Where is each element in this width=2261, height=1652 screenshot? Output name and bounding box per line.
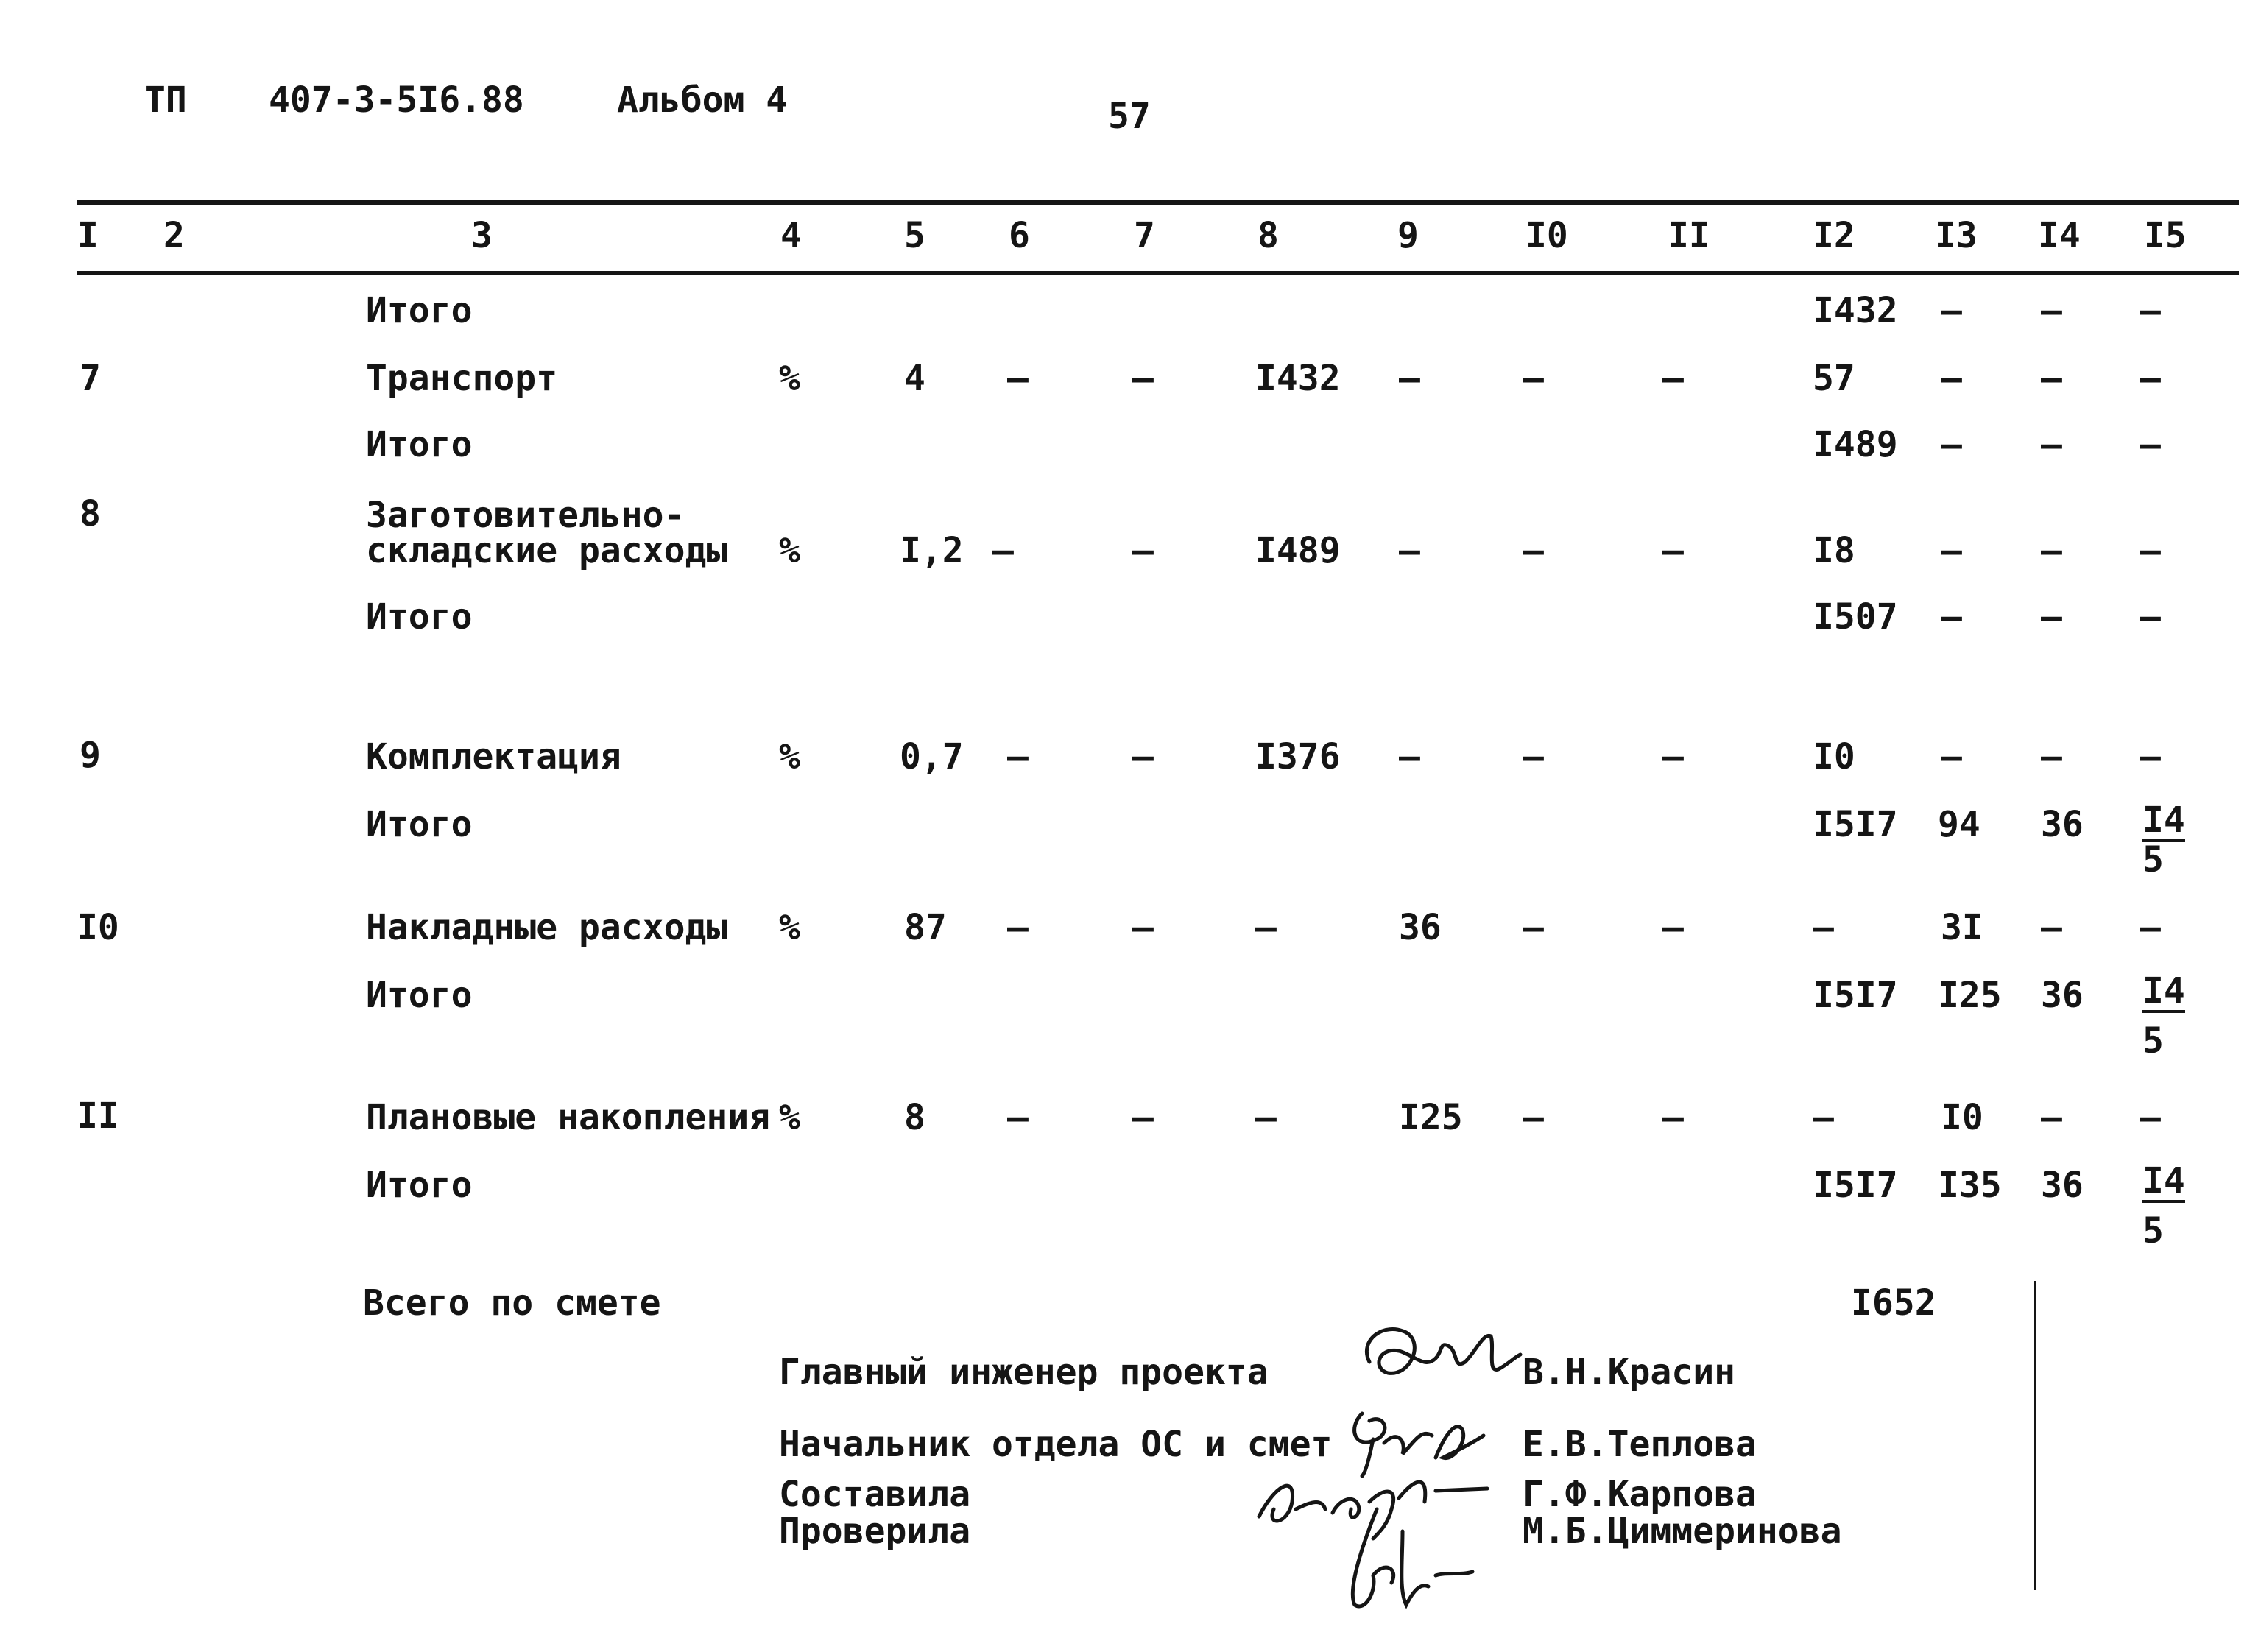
split-value-bottom: 5 bbox=[2142, 839, 2164, 880]
column-number: 3 bbox=[471, 215, 493, 256]
cell-col14: – bbox=[2041, 358, 2062, 399]
row-name: Итого bbox=[366, 424, 473, 465]
cell-col14: – bbox=[2041, 290, 2062, 331]
cell-col14: 36 bbox=[2041, 1165, 2084, 1206]
row-number: 7 bbox=[80, 358, 101, 399]
column-number: 9 bbox=[1397, 215, 1419, 256]
series-label: ТП bbox=[144, 80, 187, 121]
signature-name: В.Н.Красин bbox=[1523, 1352, 1735, 1393]
cell-col9: – bbox=[1399, 736, 1420, 777]
cell-col14: – bbox=[2041, 596, 2062, 638]
signature-role: Проверила bbox=[779, 1511, 971, 1552]
cell-col15: – bbox=[2140, 736, 2161, 777]
cell-col8: – bbox=[1255, 907, 1277, 948]
cell-col15: – bbox=[2140, 358, 2161, 399]
cell-col6: – bbox=[992, 530, 1014, 571]
column-number: 4 bbox=[780, 215, 802, 256]
cell-col6: – bbox=[1007, 736, 1029, 777]
binding-edge-line bbox=[2034, 1281, 2036, 1590]
cell-col12: I5I7 bbox=[1813, 975, 1898, 1016]
cell-col11: – bbox=[1662, 1097, 1684, 1138]
table-top-rule bbox=[77, 200, 2239, 205]
total-value: I652 bbox=[1851, 1282, 1936, 1324]
cell-col8: I432 bbox=[1255, 358, 1341, 399]
row-name: Комплектация bbox=[366, 736, 621, 777]
cell-col15 bbox=[2142, 799, 2185, 880]
cell-col7: – bbox=[1132, 736, 1154, 777]
row-name: Плановые накопления bbox=[366, 1097, 771, 1138]
split-value-bottom: 5 bbox=[2142, 1210, 2164, 1252]
cell-col14: – bbox=[2041, 736, 2062, 777]
cell-col15: – bbox=[2140, 1097, 2161, 1138]
cell-col12: I489 bbox=[1813, 424, 1898, 465]
split-value bbox=[2142, 1160, 2185, 1252]
cell-col11: – bbox=[1662, 358, 1684, 399]
row-name: Итого bbox=[366, 1165, 473, 1206]
cell-col5: I,2 bbox=[900, 530, 964, 571]
cell-col10: – bbox=[1523, 358, 1544, 399]
cell-col12: I0 bbox=[1813, 736, 1855, 777]
cell-col9: I25 bbox=[1399, 1097, 1463, 1138]
row-name: Итого bbox=[366, 596, 473, 638]
cell-col6: – bbox=[1007, 1097, 1029, 1138]
cell-col15 bbox=[2142, 1160, 2185, 1252]
split-value-top: I4 bbox=[2142, 1160, 2185, 1201]
signature-role: Начальник отдела ОС и смет bbox=[779, 1424, 1333, 1465]
row-number: II bbox=[77, 1095, 119, 1137]
column-number: II bbox=[1668, 215, 1710, 256]
cell-col11: – bbox=[1662, 907, 1684, 948]
album-label: Альбом 4 bbox=[617, 80, 788, 121]
document-code: 407-3-5I6.88 bbox=[269, 80, 524, 121]
cell-col12: I5I7 bbox=[1813, 804, 1898, 845]
cell-unit: % bbox=[779, 1097, 800, 1138]
cell-col10: – bbox=[1523, 736, 1544, 777]
handwritten-signature bbox=[1355, 1318, 1524, 1399]
cell-col14: – bbox=[2041, 1097, 2062, 1138]
cell-col9: – bbox=[1399, 358, 1420, 399]
cell-unit: % bbox=[779, 358, 800, 399]
cell-col14: 36 bbox=[2041, 975, 2084, 1016]
cell-col12: – bbox=[1813, 907, 1834, 948]
cell-col15: – bbox=[2140, 424, 2161, 465]
cell-unit: % bbox=[779, 530, 800, 571]
cell-col10: – bbox=[1523, 907, 1544, 948]
row-name: Транспорт bbox=[366, 358, 558, 399]
cell-col5: 0,7 bbox=[900, 736, 964, 777]
cell-col9: 36 bbox=[1399, 907, 1442, 948]
cell-col12: – bbox=[1813, 1097, 1834, 1138]
cell-col14: – bbox=[2041, 530, 2062, 571]
cell-unit: % bbox=[779, 736, 800, 777]
cell-col15: – bbox=[2140, 290, 2161, 331]
signature-name: Е.В.Теплова bbox=[1523, 1424, 1757, 1465]
cell-col9: – bbox=[1399, 530, 1420, 571]
cell-col13: I0 bbox=[1941, 1097, 1983, 1138]
column-number: I4 bbox=[2038, 215, 2081, 256]
row-number: 9 bbox=[80, 735, 101, 776]
cell-col12: I432 bbox=[1813, 290, 1898, 331]
page-number: 57 bbox=[1108, 96, 1151, 137]
table-header-rule bbox=[77, 271, 2239, 275]
split-value-bottom: 5 bbox=[2142, 1020, 2164, 1062]
row-name: Итого bbox=[366, 290, 473, 331]
cell-col6: – bbox=[1007, 358, 1029, 399]
row-number: 8 bbox=[80, 493, 101, 534]
row-name: Итого bbox=[366, 975, 473, 1016]
total-label: Всего по смете bbox=[363, 1282, 661, 1324]
column-number: I2 bbox=[1813, 215, 1855, 256]
row-name: Итого bbox=[366, 804, 473, 845]
cell-col6: – bbox=[1007, 907, 1029, 948]
signature-name: М.Б.Циммеринова bbox=[1523, 1511, 1842, 1552]
column-number: 8 bbox=[1258, 215, 1279, 256]
cell-col13: I35 bbox=[1938, 1165, 2002, 1206]
cell-col13: – bbox=[1941, 530, 1962, 571]
cell-col5: 4 bbox=[904, 358, 925, 399]
split-value bbox=[2142, 970, 2185, 1062]
row-name: складские расходы bbox=[366, 530, 728, 571]
split-value-top: I4 bbox=[2142, 799, 2185, 841]
split-value bbox=[2142, 799, 2185, 880]
cell-col12: I507 bbox=[1813, 596, 1898, 638]
cell-col7: – bbox=[1132, 907, 1154, 948]
cell-col8: I376 bbox=[1255, 736, 1341, 777]
cell-col13: – bbox=[1941, 358, 1962, 399]
cell-col12: I5I7 bbox=[1813, 1165, 1898, 1206]
signature-role: Составила bbox=[779, 1474, 971, 1515]
column-number: I5 bbox=[2144, 215, 2187, 256]
cell-col11: – bbox=[1662, 530, 1684, 571]
column-number: I3 bbox=[1935, 215, 1978, 256]
cell-col13: – bbox=[1941, 736, 1962, 777]
cell-col7: – bbox=[1132, 1097, 1154, 1138]
cell-col15: – bbox=[2140, 596, 2161, 638]
cell-col11: – bbox=[1662, 736, 1684, 777]
cell-col13: 94 bbox=[1938, 804, 1980, 845]
row-name: Накладные расходы bbox=[366, 907, 728, 948]
column-number: I0 bbox=[1525, 215, 1568, 256]
handwritten-signature bbox=[1333, 1502, 1480, 1612]
column-number: I bbox=[77, 215, 99, 256]
row-name-line1: Заготовительно- bbox=[366, 495, 685, 536]
split-value-top: I4 bbox=[2142, 970, 2185, 1012]
cell-col5: 8 bbox=[904, 1097, 925, 1138]
column-number: 7 bbox=[1134, 215, 1155, 256]
cell-col5: 87 bbox=[904, 907, 947, 948]
column-number: 2 bbox=[163, 215, 185, 256]
cell-col14: – bbox=[2041, 907, 2062, 948]
cell-col10: – bbox=[1523, 530, 1544, 571]
cell-col15: – bbox=[2140, 907, 2161, 948]
cell-col12: I8 bbox=[1813, 530, 1855, 571]
cell-col13: – bbox=[1941, 596, 1962, 638]
cell-col13: 3I bbox=[1941, 907, 1983, 948]
cell-col13: – bbox=[1941, 424, 1962, 465]
cell-col13: I25 bbox=[1938, 975, 2002, 1016]
row-number: I0 bbox=[77, 907, 119, 948]
cell-col10: – bbox=[1523, 1097, 1544, 1138]
cell-col8: – bbox=[1255, 1097, 1277, 1138]
cell-unit: % bbox=[779, 907, 800, 948]
column-number: 5 bbox=[904, 215, 925, 256]
signature-role: Главный инженер проекта bbox=[779, 1352, 1269, 1393]
cell-col12: 57 bbox=[1813, 358, 1855, 399]
cell-col15: – bbox=[2140, 530, 2161, 571]
cell-col14: – bbox=[2041, 424, 2062, 465]
signature-name: Г.Ф.Карпова bbox=[1523, 1474, 1757, 1515]
cell-col7: – bbox=[1132, 530, 1154, 571]
column-number: 6 bbox=[1009, 215, 1030, 256]
cell-col8: I489 bbox=[1255, 530, 1341, 571]
cell-col7: – bbox=[1132, 358, 1154, 399]
cell-col15 bbox=[2142, 970, 2185, 1062]
cell-col14: 36 bbox=[2041, 804, 2084, 845]
cell-col13: – bbox=[1941, 290, 1962, 331]
